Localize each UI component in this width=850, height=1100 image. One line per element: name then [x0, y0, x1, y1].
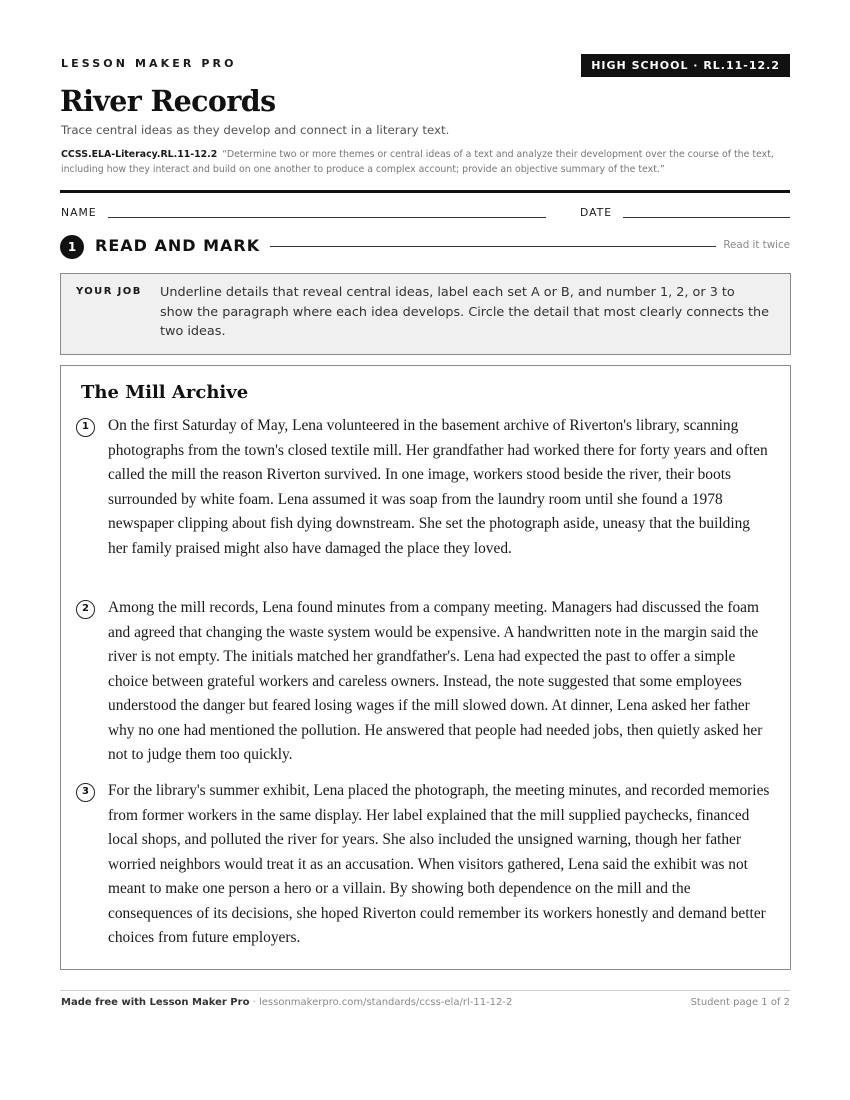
date-field[interactable]: [623, 217, 790, 218]
page-subtitle: Trace central ideas as they develop and connect in a literary text.: [61, 123, 450, 137]
passage-title: The Mill Archive: [81, 382, 249, 403]
passage-paragraph-2: Among the mill records, Lena found minutes from a company meeting. Managers had discussed the foam and agreed that changing the waste system would be expensive. A handwritten note in the margin said the river is not empty. The initials matched her grandfather's. Lena had expected the past to offer a simple choice between grateful workers and careless owners. Instead, the note suggested that some employees understood the danger but feared losing wages if the mill slowed down. At dinner, Lena asked her father why no one had mentioned the pollution. He answered that people had needed jobs, then quietly asked her not to judge them too quickly.: [108, 599, 763, 763]
paragraph-number-1: 1: [76, 418, 95, 437]
footer-made-by: Made free with Lesson Maker Pro: [61, 997, 250, 1008]
date-label: DATE: [580, 206, 613, 219]
paragraph-number-3: 3: [76, 783, 95, 802]
instructions-label: YOUR JOB: [76, 286, 142, 297]
footer-separator: ·: [249, 997, 259, 1008]
section-divider: [270, 246, 716, 247]
page-title: River Records: [60, 84, 276, 118]
passage-paragraph-1: On the first Saturday of May, Lena volunteered in the basement archive of Riverton's library, scanning photographs from the town's closed textile mill. Her grandfather had worked there for forty years and often called the mill the reason Riverton survived. In one image, workers stood beside the river, their boots surrounded by white foam. Lena assumed it was soap from the laundry room until she found a 1978 newspaper clipping about fish dying downstream. She set the photograph aside, uneasy that the building her family praised might also have damaged the place they loved.: [108, 417, 768, 557]
section-number-badge: 1: [60, 235, 84, 259]
instructions-box: [60, 273, 791, 355]
footer-url-link[interactable]: lessonmakerpro.com/standards/ccss-ela/rl-11-12-2: [258, 997, 513, 1008]
header-divider: [60, 190, 790, 193]
footer-divider: [60, 990, 790, 991]
footer-page-number: Student page 1 of 2: [690, 997, 790, 1008]
footer-credit: [61, 997, 512, 1008]
name-field[interactable]: [108, 217, 546, 218]
section-title: READ AND MARK: [95, 236, 261, 255]
passage-paragraph-3: For the library's summer exhibit, Lena placed the photograph, the meeting minutes, and recorded memories from former workers in the same display. Her label explained that the mill supplied paychecks, financed local shops, and polluted the river for years. She also included the unsigned warning, though her father worried neighbors would treat it as an accusation. When visitors gathered, Lena said the exhibit was not meant to make one person a hero or a villain. By showing both dependence on the mill and the consequences of its decisions, she hoped Riverton could remember its workers honestly and demand better choices from future employers.: [108, 782, 770, 946]
standard-text: “Determine two or more themes or central ideas of a text and analyze their development over the course of the text, including how they interact and build on one another to produce a complex account; provide an objective summary of the text.”: [61, 149, 774, 175]
instructions-text: Underline details that reveal central ideas, label each set A or B, and number 1, 2, or 3 to show the paragraph where each idea develops. Circle the detail that most clearly connects the two ideas.: [160, 285, 770, 339]
name-label: NAME: [61, 206, 97, 219]
grade-level-badge: HIGH SCHOOL · RL.11-12.2: [581, 54, 790, 77]
brand-name: LESSON MAKER PRO: [61, 57, 237, 70]
section-hint: Read it twice: [723, 239, 790, 251]
standard-code: CCSS.ELA-Literacy.RL.11-12.2: [61, 149, 218, 160]
standard-description: [61, 147, 791, 177]
paragraph-number-2: 2: [76, 600, 95, 619]
reading-passage: [60, 365, 791, 970]
